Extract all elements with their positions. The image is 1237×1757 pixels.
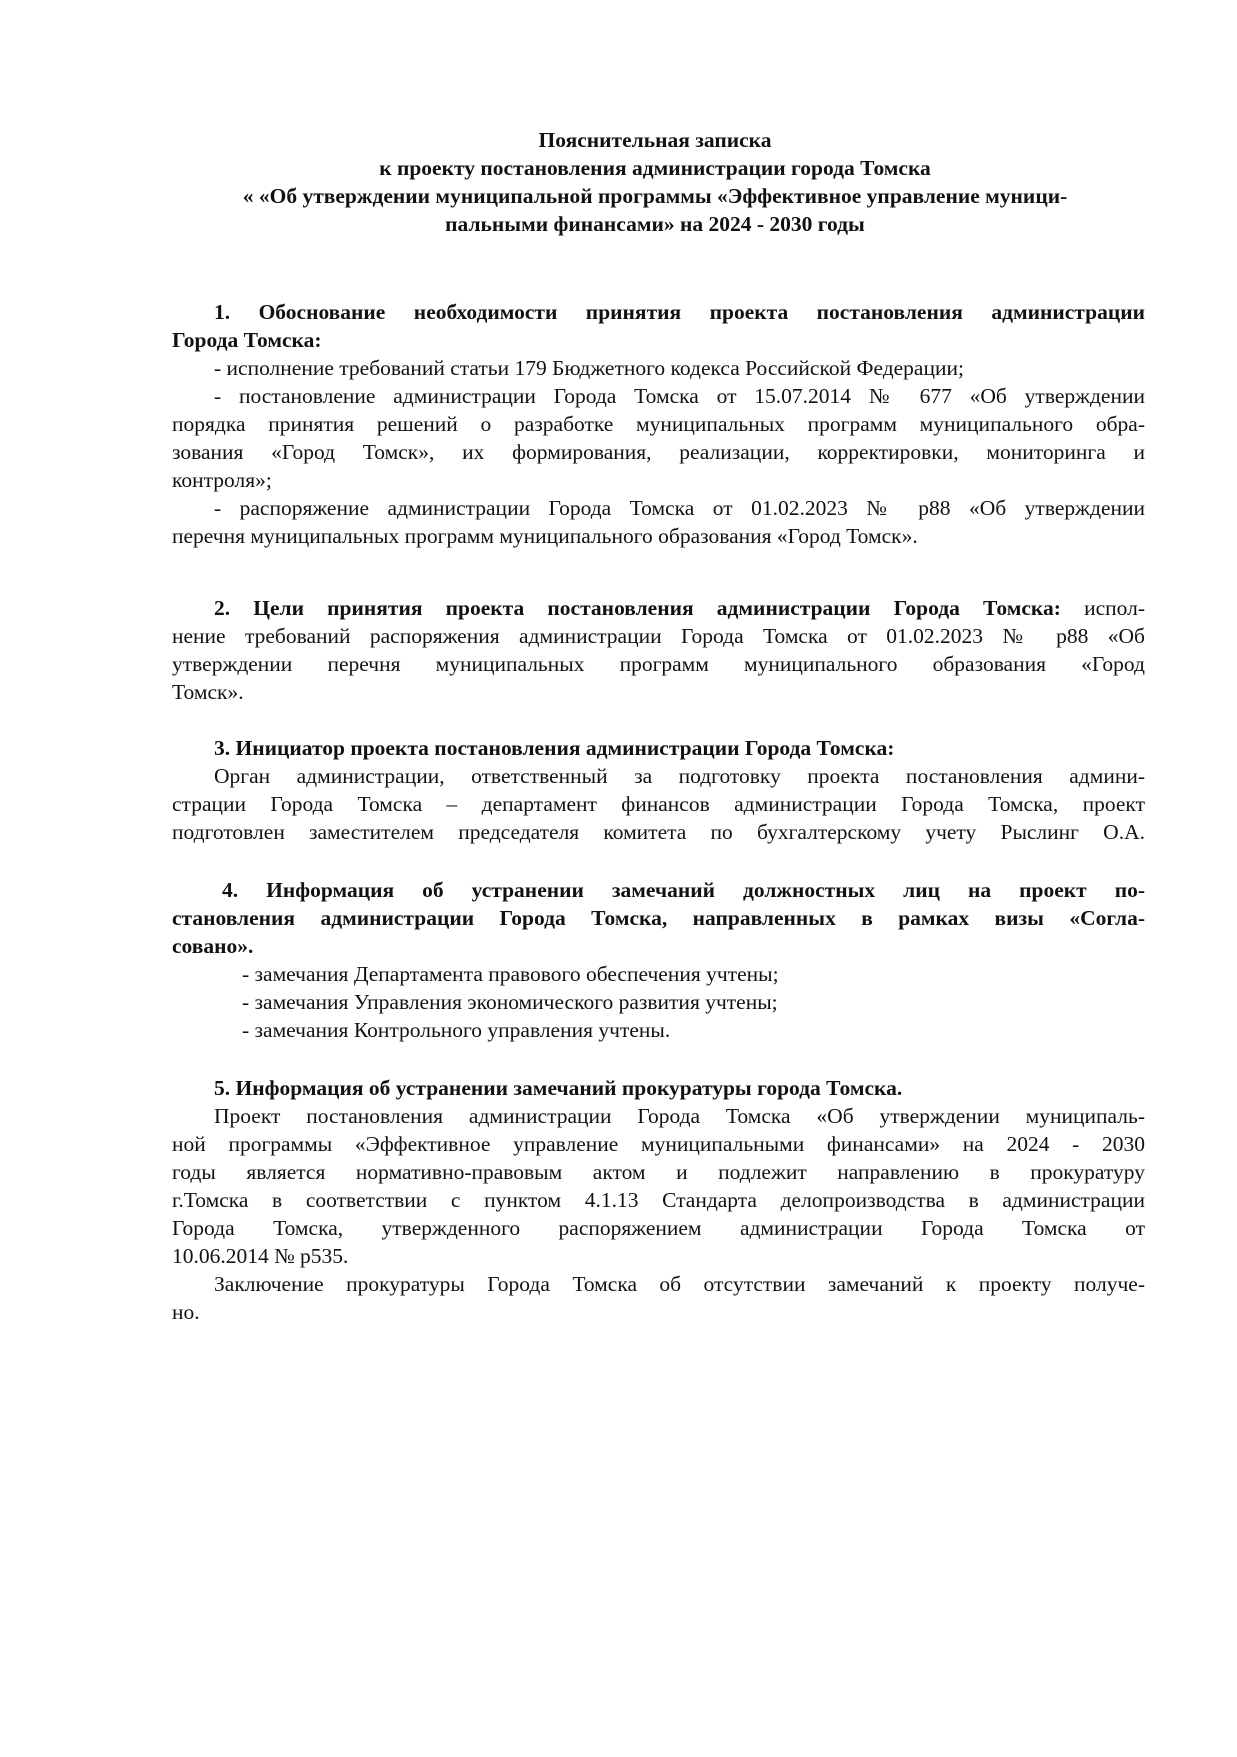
paragraph-line: годы является нормативно-правовым актом и подлежит направлению в прокуратуру (172, 1160, 1145, 1184)
paragraph-line: перечня муниципальных программ муниципального образования «Город Томск». (172, 524, 918, 548)
list-item: - замечания Контрольного управления учтены. (242, 1018, 671, 1042)
list-item: - распоряжение администрации Города Томска от 01.02.2023 № р88 «Об утверждении (214, 496, 1145, 520)
paragraph-line: ной программы «Эффективное управление муниципальными финансами» на 2024 - 2030 (172, 1132, 1145, 1156)
paragraph-line: зования «Город Томск», их формирования, реализации, корректировки, мониторинга и (172, 440, 1145, 464)
document-subtitle-line: пальными финансами» на 2024 - 2030 годы (445, 212, 865, 236)
paragraph-line: нение требований распоряжения администрации Города Томска от 01.02.2023 № р88 «Об (172, 624, 1145, 648)
section-heading: совано». (172, 934, 254, 958)
paragraph-line: подготовлен заместителем председателя комитета по бухгалтерскому учету Рыслинг О.А. (172, 820, 1145, 844)
section-heading: 1. Обоснование необходимости принятия проекта постановления администрации (214, 300, 1145, 324)
paragraph-line: страции Города Томска – департамент финансов администрации Города Томска, проект (172, 792, 1145, 816)
document-title: Пояснительная записка (538, 128, 772, 152)
paragraph-line: утверждении перечня муниципальных программ муниципального образования «Город (172, 652, 1145, 676)
paragraph-line: Города Томска, утвержденного распоряжением администрации Города Томска от (172, 1216, 1145, 1240)
paragraph-line: порядка принятия решений о разработке муниципальных программ муниципального обра- (172, 412, 1145, 436)
list-item: - замечания Управления экономического развития учтены; (242, 990, 778, 1014)
document-subtitle-line: к проекту постановления администрации города Томска (379, 156, 931, 180)
section-heading-line (172, 594, 1145, 622)
section-heading: 3. Инициатор проекта постановления администрации Города Томска: (214, 736, 895, 760)
paragraph-line: но. (172, 1300, 200, 1324)
section-heading: становления администрации Города Томска, направленных в рамках визы «Согла- (172, 906, 1145, 930)
list-item: - постановление администрации Города Томска от 15.07.2014 № 677 «Об утверждении (214, 384, 1145, 408)
paragraph-line: Орган администрации, ответственный за подготовку проекта постановления админи- (214, 764, 1145, 788)
paragraph-line: контроля»; (172, 468, 272, 492)
document-subtitle-line: « «Об утверждении муниципальной программы «Эффективное управление муници- (242, 184, 1068, 208)
section-heading: 5. Информация об устранении замечаний прокуратуры города Томска. (214, 1076, 903, 1100)
paragraph-line: 10.06.2014 № р535. (172, 1244, 349, 1268)
paragraph-text: испол- (1084, 596, 1145, 620)
section-heading: 2. Цели принятия проекта постановления администрации Города Томска: (214, 596, 1061, 620)
section-heading: Города Томска: (172, 328, 322, 352)
section-heading: 4. Информация об устранении замечаний должностных лиц на проект по- (222, 878, 1145, 902)
paragraph-line: Проект постановления администрации Города Томска «Об утверждении муниципаль- (214, 1104, 1145, 1128)
paragraph-line: Заключение прокуратуры Города Томска об отсутствии замечаний к проекту получе- (214, 1272, 1145, 1296)
list-item: - замечания Департамента правового обеспечения учтены; (242, 962, 779, 986)
paragraph-line: Томск». (172, 680, 244, 704)
list-item: - исполнение требований статьи 179 Бюджетного кодекса Российской Федерации; (214, 356, 964, 380)
paragraph-line: г.Томска в соответствии с пунктом 4.1.13 Стандарта делопроизводства в администрации (172, 1188, 1145, 1212)
